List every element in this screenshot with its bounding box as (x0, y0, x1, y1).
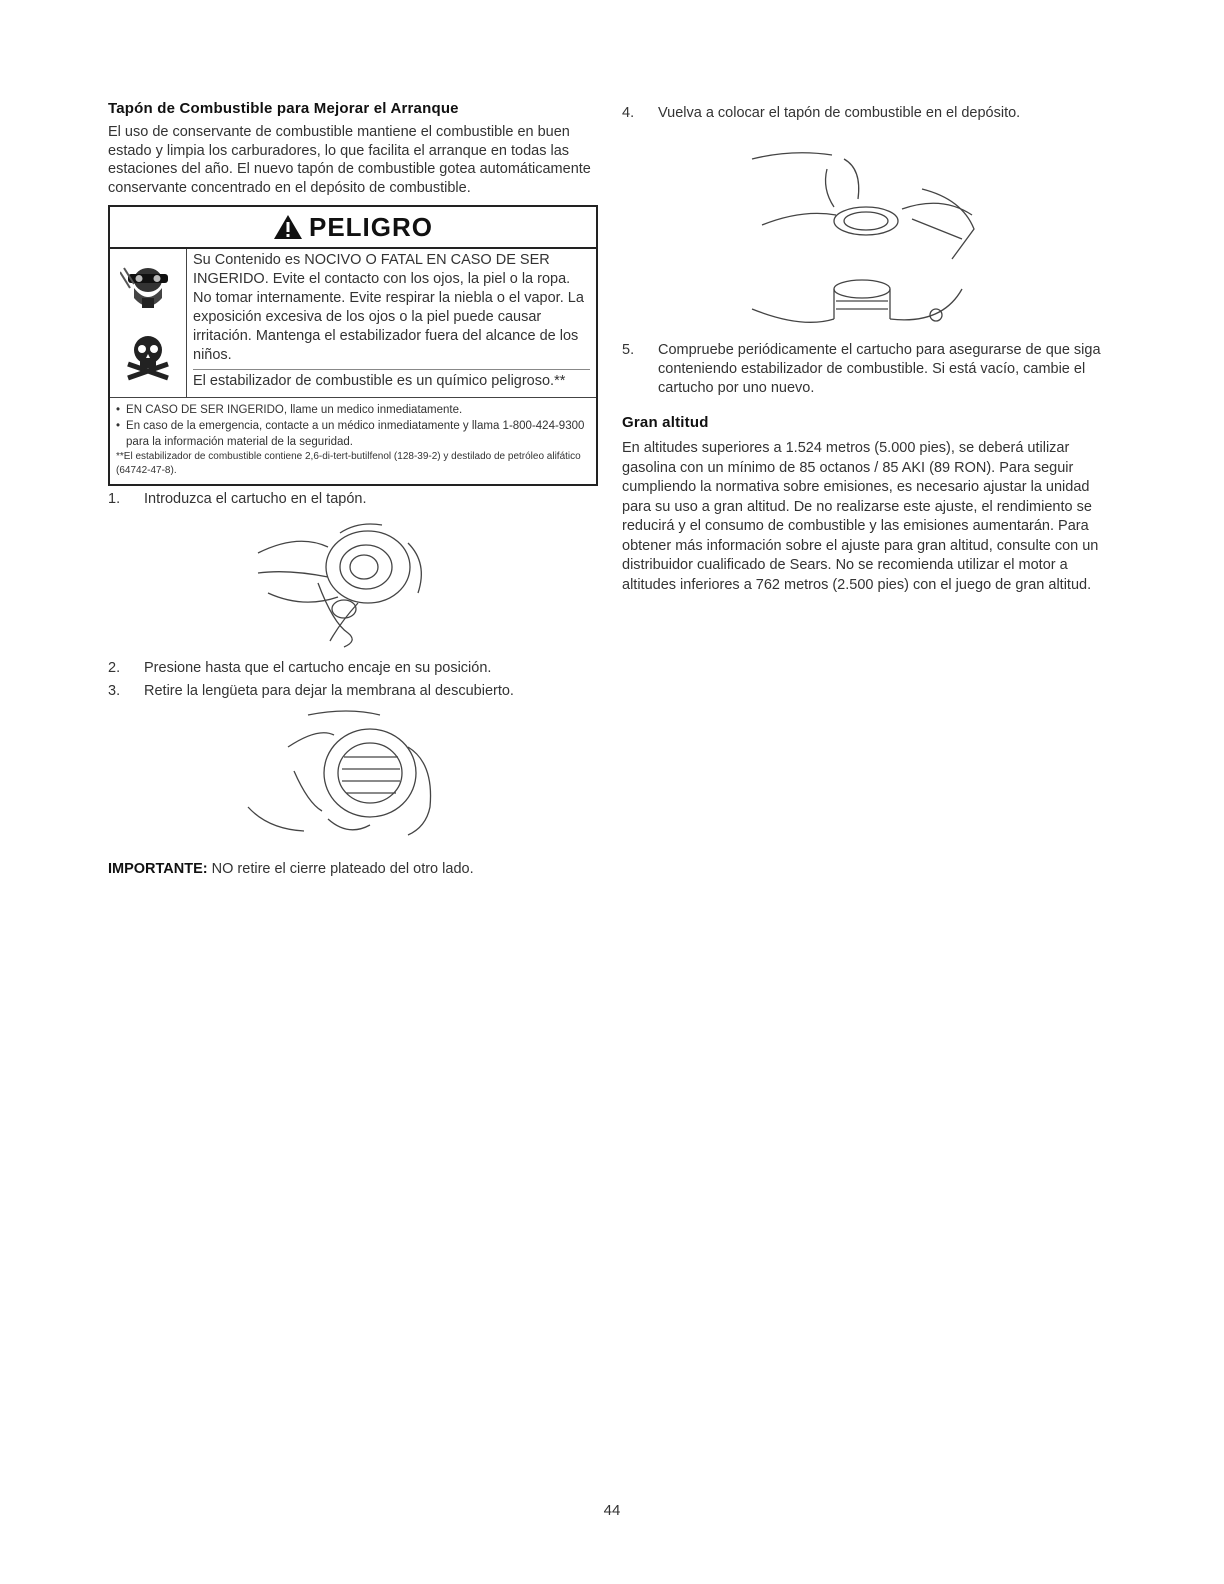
step-5: 5. Compruebe periódicamente el cartucho para asegurarse de que siga conteniendo estabilizador de combustible. Si está vacío, cambie el cartucho por uno nuevo. (622, 342, 1101, 396)
step-4: 4. Vuelva a colocar el tapón de combustible en el depósito. (622, 105, 1021, 121)
cartridge-insert-illustration (108, 513, 596, 653)
warning-triangle-icon (273, 214, 303, 240)
step-3: 3. Retire la lengüeta para dejar la membrana al descubierto. (108, 683, 514, 699)
step-1: 1. Introduzca el cartucho en el tapón. (108, 491, 367, 507)
hazard-icons (110, 249, 187, 397)
respirator-goggles-icon (120, 264, 176, 316)
skull-crossbones-icon (122, 330, 174, 382)
danger-footer (110, 398, 596, 484)
remove-tab-illustration (108, 707, 596, 847)
important-text: NO retire el cierre plateado del otro lado. (207, 861, 474, 877)
danger-warning-box (108, 205, 598, 486)
intro-paragraph: El uso de conservante de combustible mantiene el combustible en buen estado y limpia los carburadores, lo que facilita el arranque en todas las estaciones del año. El nuevo tapón de combustible gotea automáticamente conservante concentrado en el depósito de combustible. (108, 124, 591, 196)
danger-title: PELIGRO (308, 211, 433, 242)
danger-main-text: Su Contenido es NOCIVO O FATAL EN CASO DE SER INGERIDO. Evite el contacto con los ojos, la piel o la ropa. No tomar internamente. Evite respirar la niebla o el vapor. La exposición excesiva de los ojos o la piel puede causar irritación. Mantenga el estabilizador fuera del alcance de los niños. (193, 252, 584, 363)
right-column (622, 104, 1102, 595)
danger-bullet: • EN CASO DE SER INGERIDO, llame un medico inmediatamente. (116, 404, 463, 416)
danger-chemical-text: El estabilizador de combustible es un químico peligroso.** (193, 369, 590, 391)
section-heading-fuel-cap: Tapón de Combustible para Mejorar el Arranque (108, 100, 459, 117)
cap-replace-illustration (622, 129, 1102, 329)
important-label: IMPORTANTE: (108, 861, 208, 877)
page-number: 44 (603, 1502, 621, 1519)
danger-bullet: • En caso de la emergencia, contacte a un médico inmediatamente y llama 1-800-424-9300 para la información material de la seguridad. (116, 420, 585, 448)
danger-text (187, 249, 596, 397)
danger-footnote: **El estabilizador de combustible contiene 2,6-di-tert-butilfenol (128-39-2) y destilado de petróleo alifático (64742-47-8). (116, 451, 581, 476)
high-altitude-paragraph: En altitudes superiores a 1.524 metros (5.000 pies), se deberá utilizar gasolina con un mínimo de 85 octanos / 85 AKI (89 RON). Para seguir cumpliendo la normativa sobre emisiones, es necesario ajustar la unidad para su uso a gran altitud. De no realizarse este ajuste, el rendimiento se reducirá y el consumo de combustible y las emisiones aumentarán. Para obtener más información sobre el ajuste para gran altitud, consulte con un distribuidor cualificado de Sears. No se recomienda utilizar el motor a altitudes inferiores a 762 metros (2.500 pies) con el juego de gran altitud. (622, 440, 1099, 593)
danger-header (110, 207, 596, 249)
left-column (108, 100, 596, 877)
step-2: 2. Presione hasta que el cartucho encaje en su posición. (108, 660, 492, 676)
important-note (108, 861, 596, 877)
section-heading-high-altitude: Gran altitud (622, 414, 709, 431)
danger-body (110, 249, 596, 398)
